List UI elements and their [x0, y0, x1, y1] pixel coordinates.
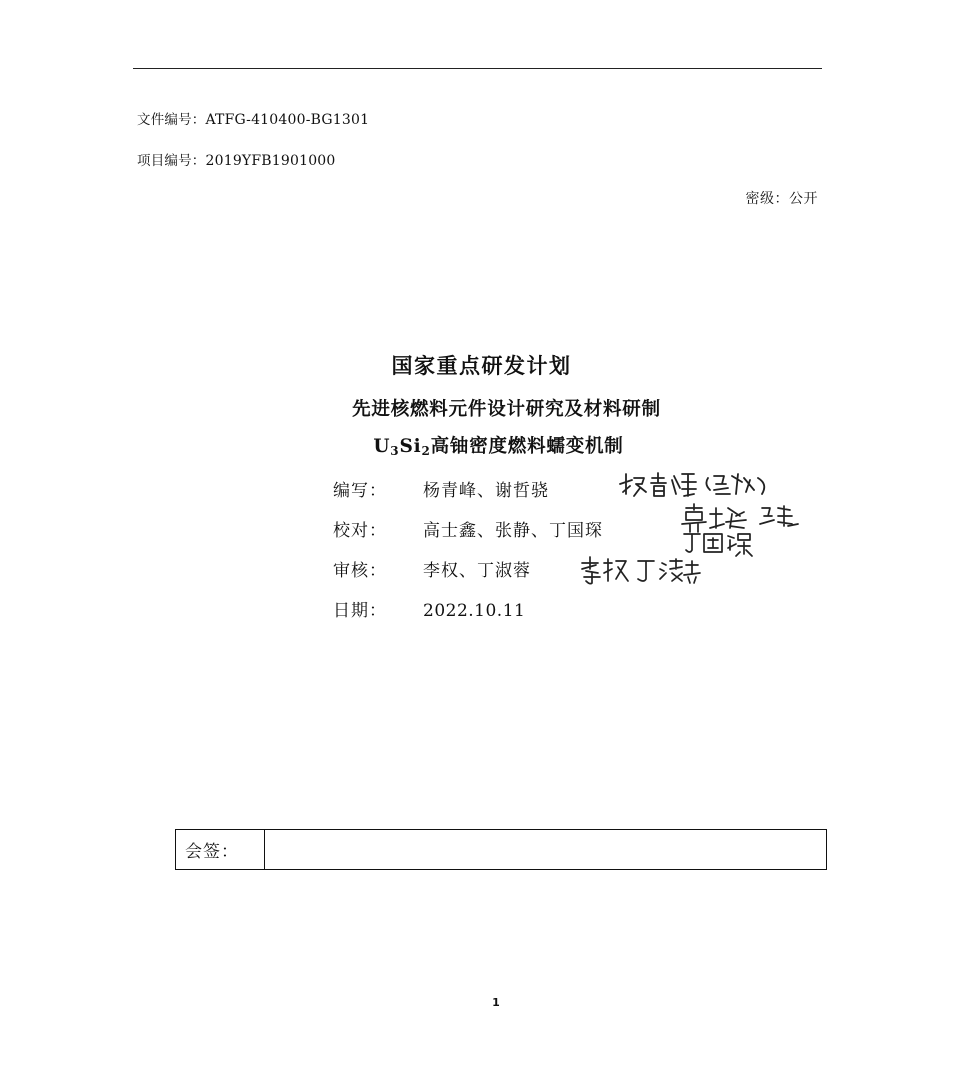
- project-number-label: 项目编号：: [137, 153, 206, 169]
- author-row: [333, 476, 549, 501]
- author-names: 杨青峰、谢哲骁: [423, 481, 549, 501]
- report-title: [17, 432, 963, 458]
- project-title: 先进核燃料元件设计研究及材料研制: [352, 399, 661, 420]
- reviewer-label: 审核：: [333, 561, 387, 581]
- formula-si: Si: [399, 436, 422, 457]
- file-number-line: [137, 108, 369, 128]
- proofreader-label: 校对：: [333, 521, 387, 541]
- reviewer-row: [333, 556, 531, 581]
- program-title: 国家重点研发计划: [391, 354, 572, 378]
- header-rule: [133, 68, 822, 69]
- formula-sub-2: 2: [421, 444, 431, 458]
- secrecy-label: 密级：: [745, 191, 789, 207]
- project-number-value: 2019YFB1901000: [205, 153, 336, 169]
- project-number-line: [137, 149, 336, 169]
- date-row: [333, 596, 525, 621]
- countersign-field[interactable]: [265, 830, 826, 869]
- formula-sub-3: 3: [390, 444, 400, 458]
- proofreader-row: [333, 516, 603, 541]
- formula-u: U: [373, 436, 391, 457]
- secrecy-value: 公开: [789, 191, 818, 207]
- reviewer-names: 李权、丁淑蓉: [423, 561, 531, 581]
- date-label: 日期：: [333, 601, 387, 621]
- report-formula: [373, 436, 430, 457]
- page-number: 1: [492, 996, 500, 1009]
- proofreader-signature: [680, 502, 810, 557]
- report-title-rest: 高铀密度燃料蠕变机制: [430, 436, 624, 457]
- author-label: 编写：: [333, 481, 387, 501]
- file-number-label: 文件编号：: [137, 112, 206, 128]
- proofreader-names: 高士鑫、张静、丁国琛: [423, 521, 603, 541]
- secrecy-level: [746, 188, 819, 208]
- countersign-label: 会签：: [176, 830, 265, 869]
- reviewer-signature: [578, 555, 713, 585]
- file-number-value: ATFG-410400-BG1301: [205, 112, 370, 128]
- date-value: 2022.10.11: [423, 601, 526, 621]
- author-signature: [618, 470, 778, 500]
- countersign-table: [175, 829, 827, 870]
